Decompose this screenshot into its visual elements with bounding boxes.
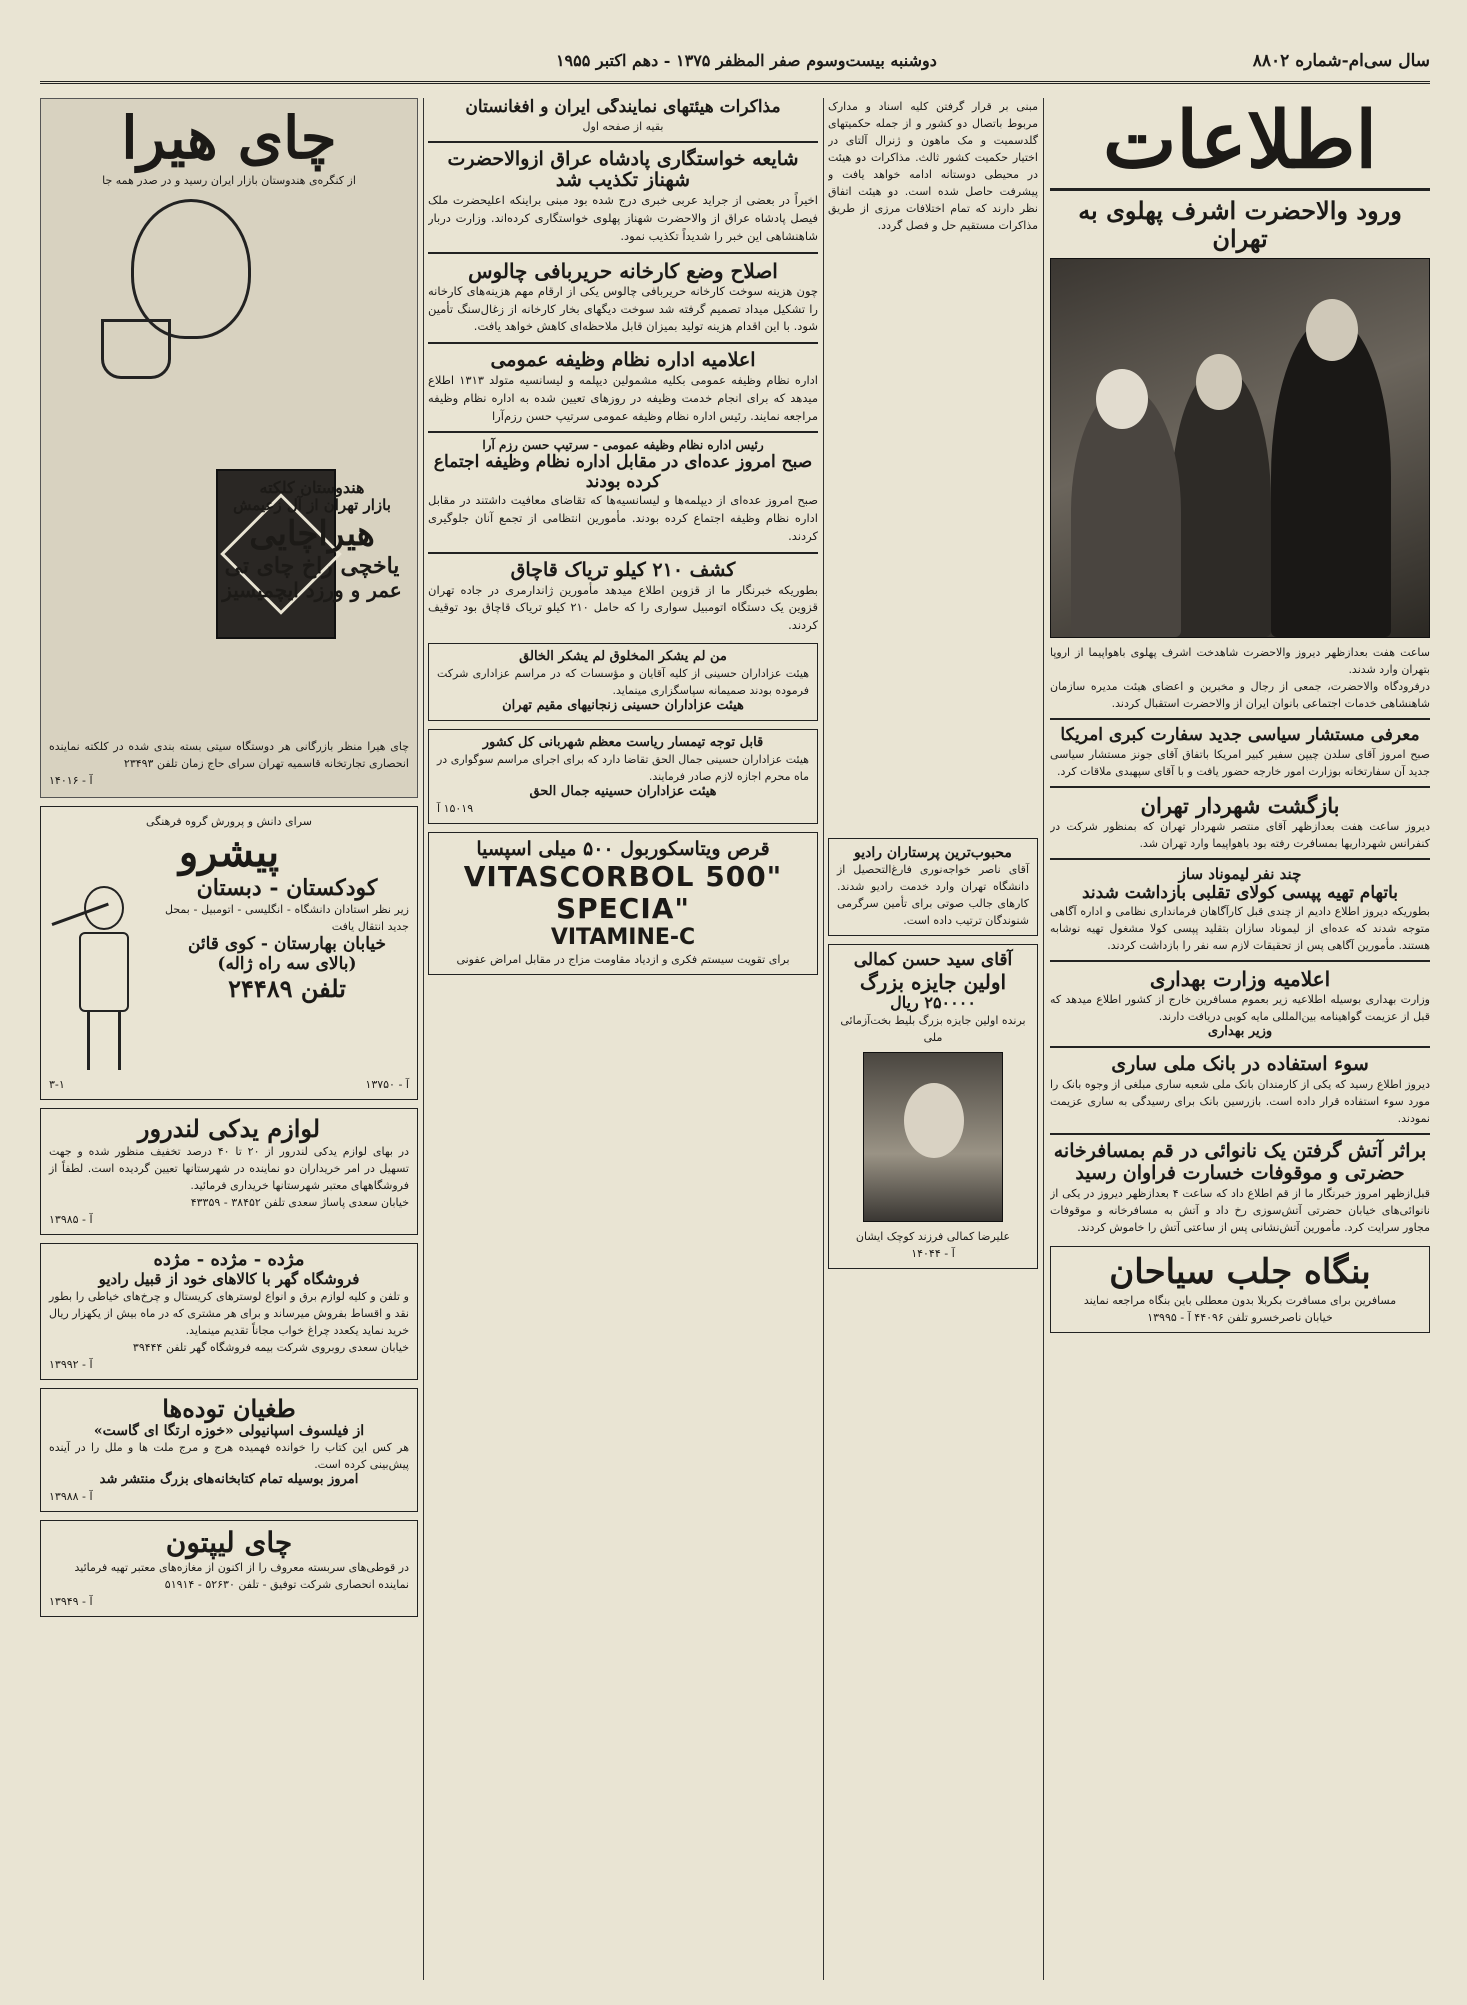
article-text: وزارت بهداری بوسیله اطلاعیه زیر بعموم مسافرین خارج از کشور اطلاع میدهد که قبل از عزیمت گواهینامه بین‌المللی مایه کوبی دریافت دارند. [1050, 993, 1430, 1024]
ad-title: طغیان توده‌ها [162, 1394, 296, 1424]
ad-code: آ - ۱۳۹۹۲ [49, 1358, 93, 1372]
column-2 [828, 98, 1038, 1980]
headline: شایعه خواستگاری پادشاه عراق ازوالاحضرت شهناز تکذیب شد [447, 147, 799, 192]
ad-title: محبوب‌ترین پرستاران رادیو [854, 845, 1012, 861]
ad-tagline: برای تقویت سیستم فکری و ازدیاد مقاومت مزاج در مقابل امراض عفونی [456, 952, 790, 966]
ad-title: مژده - مژده - مژده [153, 1248, 305, 1270]
ad-lipton-tea [40, 1520, 418, 1617]
column-rule [1043, 98, 1044, 1980]
headline: بازگشت شهردار تهران [1140, 793, 1340, 819]
article-text: صبح امروز عده‌ای از دیپلمه‌ها و لیسانسیه‌ها که تقاضای معافیت داشتند در مقابل اداره نظام وظیفه اجتماع کرده بودند. مأمورین انتظامی از تجمع آنان جلوگیری کردند. [428, 493, 818, 543]
article-text: صبح امروز آقای سلدن چیپن سفیر کبیر امریکا باتفاق آقای جونز مستشار سیاسی جدید آن سفارتخانه بوزارت امور خارجه حضور یافت و با آقای سپهبدی ملاقات کرد. [1050, 747, 1430, 778]
notice-signature: هیئت عزاداران حسینیه جمال الحق [529, 784, 717, 800]
ad-footer: خیابان ناصرخسرو تلفن ۴۴۰۹۶ آ - ۱۳۹۹۵ [1147, 1311, 1333, 1325]
headline: کشف ۲۱۰ کیلو تریاک قاچاق [510, 558, 736, 581]
ad-title: چای لیپتون [165, 1525, 293, 1559]
notice-title: قابل توجه تیمسار ریاست معظم شهربانی کل کشور [482, 735, 764, 751]
ad-hira-tea [40, 98, 418, 798]
ad-line: عمر و ورزد ایچمیسیز [222, 578, 402, 603]
man-drinking-tea-illustration [101, 199, 281, 429]
ad-code: آ - ۱۳۹۸۸ [49, 1489, 93, 1503]
boy-trumpet-illustration [49, 876, 159, 1076]
newspaper-page [40, 40, 1430, 1980]
column-rule [823, 98, 824, 1980]
article-text: بطوریکه خبرنگار ما از قزوین اطلاع میدهد مأمورین ژاندارمری در جاده تهران قزوین یک دستگاه اتومبیل سواری را که حامل ۲۱۰ کیلو تریاک قاچاق بود توقیف کردند. [428, 582, 818, 633]
ad-text: هر کس این کتاب را خوانده فهمیده هرج و مرج ملت ها و ملل را در آینده پیش‌بینی کرده است. [49, 1440, 409, 1471]
ad-footer: آ - ۱۴۰۴۴ [911, 1247, 955, 1261]
notice-signature: هیئت عزاداران حسینی زنجانیهای مقیم تهران [502, 698, 744, 714]
ad-title: لوازم یدکی لندرور [137, 1114, 321, 1144]
subheadline: رئیس اداره نظام وظیفه عمومی - سرتیپ حسن رزم آرا [482, 438, 764, 453]
ad-landrover-parts [40, 1108, 418, 1235]
ad-code: آ - ۱۴۰۱۶ [49, 773, 93, 787]
notice-police [428, 729, 818, 824]
ad-title: چای هیرا [121, 104, 337, 172]
article-text: قبل‌ازظهر امروز خبرنگار ما از قم اطلاع داد که ساعت ۴ بعدازظهر دیروز در یکی از نانوائی‌های خیابان حضرتی آتش‌سوزی رخ داد و آتش به مسافرخانه و موقوفات مجاور سرایت کرد. مأمورین آتش‌نشانی پس از ساعتی آتش را خاموش کردند. [1050, 1186, 1430, 1234]
ad-title: بنگاه جلب سیاحان [1109, 1252, 1371, 1293]
headline: سوء استفاده در بانک ملی ساری [1111, 1053, 1369, 1076]
prize-amount: ۲۵۰۰۰۰ ریال [890, 992, 976, 1012]
ad-text: و تلفن و کلیه لوازم برق و انواع لوسترهای کریستال و چرخ‌های خیاطی را بطور نقد و اقساط بفروش میرساند و برای هر مشتری که در ماه بیش از یکهزار ریال خرید نماید یکعدد چراغ خواب مجاناً تقدیم مینماید. [49, 1289, 409, 1337]
ad-vitascorbol [428, 832, 818, 975]
column-4 [40, 98, 418, 1980]
ad-text: در قوطی‌های سربسته معروف را از اکنون از مغازه‌های معتبر تهیه فرمائید [74, 1561, 409, 1575]
notice-text: هیئت عزاداران حسینی از کلیه آقایان و مؤسسات که در مراسم عزاداری شرکت فرموده بودند صمیمانه سپاسگزاری مینماید. [437, 666, 809, 698]
ad-line: هندوستان کلکته [259, 478, 365, 497]
ad-radio [828, 838, 1038, 936]
ad-title: آقای سید حسن کمالی [853, 950, 1013, 971]
ad-phone: تلفن ۲۴۴۸۹ [228, 973, 346, 1003]
ad-text: زیر نظر استادان دانشگاه - انگلیسی - اتومبیل - بمحل جدید انتقال یافت [165, 903, 409, 934]
ad-pishro-school [40, 806, 418, 1100]
ad-subtitle: فروشگاه گهر با کالاهای خود از قبیل رادیو [98, 1269, 360, 1288]
ad-gohar-store [40, 1243, 418, 1380]
child-photo [863, 1052, 1003, 1222]
signature: وزیر بهداری [1207, 1024, 1273, 1040]
notice-text: هیئت عزاداران حسینی جمال الحق تقاضا دارد که برای اجرای مراسم سوگواری در ماه محرم اجازه لازم صادر فرمایند. [437, 752, 809, 783]
ad-line: بازار تهران از آل زعیمش [233, 496, 391, 515]
ad-address: خیابان سعدی روبروی شرکت بیمه فروشگاه گهر تلفن ۳۹۴۴۴ [132, 1341, 409, 1354]
article-text: دیروز ساعت هفت بعدازظهر آقای منتصر شهردار تهران که بمنظور شرکت در کنفرانس شهرداریها بمسافرت رفته بود باهواپیما وارد تهران شد. [1050, 820, 1430, 851]
notice-thanks [428, 643, 818, 721]
ad-tourism-agency [1050, 1246, 1430, 1333]
brand-name: VITASCORBOL 500" SPECIA" [463, 859, 783, 926]
lead-headline: ورود والاحضرت اشرف پهلوی به تهران [1078, 196, 1402, 253]
issue-number: سال سی‌ام-شماره ۸۸۰۲ [1252, 50, 1430, 71]
subheadline: چند نفر لیموناد ساز [1178, 865, 1302, 884]
photo-text: درفرودگاه والاحضرت، جمعی از رجال و مخبرین و اعضای هیئت مدیره سازمان شاهنشاهی خدمات اجتماعی بانوان ایران از والاحضرت استقبال کردند. [1050, 680, 1430, 711]
photo-caption: ساعت هفت بعدازظهر دیروز والاحضرت شاهدخت اشرف پهلوی باهواپیما از اروپا بتهران وارد شدند. [1050, 646, 1430, 677]
headline: باتهام تهیه پپسی کولای تقلبی بازداشت شدند [1081, 882, 1398, 903]
photo-caption: علیرضا کمالی فرزند کوچک ایشان [855, 1230, 1011, 1244]
brand-sub: VITAMINE-C [550, 925, 696, 951]
headline: معرفی مستشار سیاسی جدید سفارت کبری امریکا [1060, 725, 1420, 746]
ad-line: یاخچی راخ چای تی [224, 552, 400, 579]
ad-text: آقای ناصر خواجه‌نوری فارغ‌التحصیل از دانشگاه تهران وارد خدمت رادیو شدند. کارهای جالب صوتی برای تأمین سرگرمی شنوندگان ترتیب داده است. [837, 863, 1029, 928]
headline: صبح امروز عده‌ای در مقابل اداره نظام وظیفه اجتماع کرده بودند [433, 452, 813, 492]
issue-date: دوشنبه بیست‌وسوم صفر المظفر ۱۳۷۵ - دهم اکتبر ۱۹۵۵ [555, 51, 937, 70]
article-text: بطوریکه دیروز اطلاع دادیم از چندی قبل کارآگاهان فرمانداری نظامی و اداره آگاهی متوجه شدند که عده‌ای از لیموناد سازان بتقلید پپسی کولا مشغول تهیه نوشابه هستند. مأمورین آگاهی پس از تحقیقات لازم سه نفر را بازداشت کردند. [1050, 905, 1430, 953]
ad-lottery-winner [828, 944, 1038, 1269]
headline: اعلامیه اداره نظام وظیفه عمومی [490, 349, 756, 372]
ad-code: آ - ۱۳۹۸۵ [49, 1212, 93, 1226]
column-rule [423, 98, 424, 1980]
notice-code: ۱۵۰۱۹ آ [437, 801, 474, 815]
lead-headline: مذاکرات هیئتهای نمایندگی ایران و افغانستان [465, 98, 781, 117]
ad-address: خیابان سعدی پاساژ سعدی تلفن ۳۸۴۵۲ - ۴۳۳۵۹ [190, 1195, 409, 1209]
ad-code: آ - ۱۳۷۵۰ [365, 1078, 409, 1092]
notice-title: من لم یشکر المخلوق لم یشکر الخالق [519, 649, 727, 665]
ad-text: چای هیرا منظر بازرگانی هر دوستگاه سیتی بسته بندی شده در کلکته نماینده انحصاری تجارتخانه قاسمیه تهران سرای حاج زمان تلفن ۲۳۴۹۳ [49, 739, 409, 770]
headline: اصلاح وضع کارخانه حریربافی چالوس [468, 258, 778, 283]
ad-subtitle: اولین جایزه بزرگ [859, 969, 1007, 994]
article-text: چون هزینه سوخت کارخانه حریربافی چالوس یکی از ارقام مهم هزینه‌های کارخانه را تشکیل میداد تصمیم گرفته شد سوخت دیگهای بخار کارخانه از زغال‌سنگ تأمین شود. با این اقدام هزینه تولید بمیزان قابل ملاحظه‌ای کاهش خواهد یافت. [428, 283, 818, 334]
ad-subtitle: کودکستان - دبستان [196, 875, 378, 902]
ad-text: برنده اولین جایزه بزرگ بلیط بخت‌آزمائی ملی [840, 1014, 1026, 1045]
ad-title: پیشرو [178, 829, 280, 877]
headline: براثر آتش گرفتن یک نانوائی در قم بمسافرخانه حضرتی و موقوفات خسارت فراوان رسید [1053, 1140, 1427, 1185]
ad-subtitle: از فیلسوف اسپانیولی «خوزه ارتگا ای گاست» [93, 1422, 365, 1439]
ad-book [40, 1388, 418, 1512]
ad-line: امروز بوسیله تمام کتابخانه‌های بزرگ منتشر شد [99, 1471, 359, 1487]
page-header [40, 40, 1430, 84]
masthead-logo: اطلاعات [1050, 98, 1430, 191]
ad-text: در بهای لوازم یدکی لندرور از ۲۰ تا ۴۰ درصد تخفیف منظور شده و جهت تسهیل در امر خریداران دو نماینده در شهرستانها تعیین گردیده است. لطفاً از فروشگاههای معتبر شهرستانها خریداری فرمائید. [49, 1144, 409, 1192]
article-text: دیروز اطلاع رسید که یکی از کارمندان بانک ملی شعبه ساری مبلغی از وجوه بانک را مورد سوء استفاده قرار داده است. بازرسین بانک برای رسیدگی به ساری عزیمت نمودند. [1050, 1078, 1430, 1126]
continued-note: بقیه از صفحه اول [582, 119, 664, 133]
column-3 [428, 98, 818, 1980]
article-text: اخیراً در بعضی از جراید عربی خبری درج شده بود مبنی براینکه اعلیحضرت ملک فیصل پادشاه عراق از والاحضرت شهناز پهلوی خواستگاری کرده‌اند. وزارت دربار شاهنشاهی این خبر را شدیداً تکذیب نمود. [428, 193, 818, 243]
ad-text: مسافرین برای مسافرت بکربلا بدون معطلی باین بنگاه مراجعه نمایند [1083, 1294, 1397, 1308]
article-text: اداره نظام وظیفه عمومی بکلیه مشمولین دیپلمه و لیسانسیه متولد ۱۳۱۳ اطلاع میدهد که برای انجام خدمت وظیفه در روزهای تعیین شده به اداره نظام وظیفه مراجعه نمایند. رئیس اداره نظام وظیفه عمومی سرتیپ حسن رزم‌آرا [428, 373, 818, 423]
ad-address: خیابان بهارستان - کوی قائن (بالای سه راه ژاله) [187, 934, 387, 974]
article-text: مبنی بر قرار گرفتن کلیه اسناد و مدارک مربوط باتصال دو کشور و از جمله حکمیتهای گلدسمیت و مک ماهون و ژنرال آلتای در اختیار حکمیت کشور ثالث. مذاکرات دو هیئت در محیطی دوستانه ادامه خواهد یافت و پیشرفت حاصل شده است. دو هیئت اتفاق نظر دارند که تمام اختلافات مرزی از طریق مذاکرات مستقیم حل و فصل گردد. [828, 100, 1038, 233]
ad-number: ۳-۱ [49, 1078, 65, 1092]
ad-big: هیراچایی [249, 513, 375, 554]
headline: اعلامیه وزارت بهداری [1149, 967, 1331, 992]
news-photo [1050, 258, 1430, 638]
ad-header: سرای دانش و پرورش گروه فرهنگی [145, 815, 313, 828]
ad-title: قرص ویتاسکوربول ۵۰۰ میلی اسپسیا [476, 838, 770, 861]
ad-code: آ - ۱۳۹۴۹ [49, 1595, 93, 1609]
column-1 [1050, 98, 1430, 1980]
ad-address: نماینده انحصاری شرکت توفیق - تلفن ۵۲۶۳۰ - ۵۱۹۱۴ [164, 1578, 409, 1592]
ad-slogan: از کنگره‌ی هندوستان بازار ایران رسید و در صدر همه جا [102, 173, 356, 187]
